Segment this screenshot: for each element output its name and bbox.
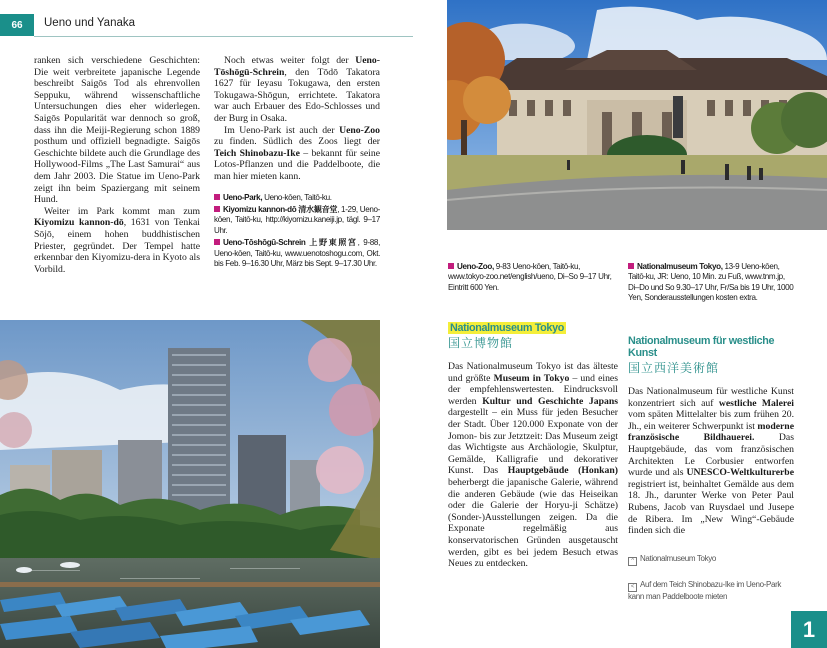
left-column-2	[214, 55, 380, 271]
caption-museum-photo: ^ Nationalmuseum Tokyo	[628, 554, 794, 566]
info-national-museum: Nationalmuseum Tokyo, 13-9 Ueno-kōen, Taitō-ku, JR: Ueno, 10 Min. zu Fuß, www.tnm.jp, Di–Do und So 9.30–17 Uhr, Fr/Sa bis 19 Uhr, 1000 Yen, Sonderausstellungen kosten extra.	[628, 262, 794, 303]
paragraph: Noch etwas weiter folgt der Ueno-Tōshōgū-Schrein, den Tōdō Takatora 1627 für Ieyasu Tokugawa, den ersten Tokugawa-Shōgun, errichtete. Takatora war auch Erbauer des Edo-Schlosses und der Burg in Osaka.	[214, 55, 380, 124]
info-entry: Ueno-Tōshōgū-Schrein 上野東照宮, 9-88, Ueno-kōen, Taitō-ku, www.uenotoshogu.com, Okt. bis Feb. 9–16.30 Uhr, März bis Sept. 9–17.30 Uhr.	[214, 238, 380, 268]
info-entry: Ueno-Park, Ueno-kōen, Taitō-ku.	[214, 193, 380, 203]
chapter-title: Ueno und Yanaka	[44, 17, 136, 29]
section-heading-jp: 国立博物館	[448, 336, 514, 350]
section-heading: Nationalmuseum für westliche Kunst	[628, 335, 775, 359]
chapter-tab: 1	[791, 611, 827, 648]
photo-shinobazu-pond	[0, 320, 380, 648]
bullet-square-icon	[214, 194, 220, 200]
section-text: Das Nationalmuseum Tokyo ist das älteste und größte Museum in Tokyo – und eines der empfehlenswertesten. Eindrucksvoll werden Kultur und Geschichte Japans dargestellt – ein Muss für jeden Besucher der Stadt. Über 120.000 Exponate von der Jomon- bis zur Jetztzeit: Das Museum zeigt das Wichtigste aus Archäologie, Skulptur, Gemälde, Kalligrafie und dekorativer Kunst. Das Hauptgebäude (Honkan) beherbergt die japanische Galerie, während die anderen Gebäude (wie das Heiseikan oder die Galerie der Horyu-ji Schätze) (Sonder-)Ausstellungen zeigen. Da die Exponate regelmäßig aus konservatorischen Gründen ausgetauscht werden, gibt es bei jedem Besuch etwas Neues zu entdecken.	[448, 361, 618, 570]
paragraph: ranken sich verschiedene Geschichten: Die weit verbreitete japanische Legende beschreibt Saigōs Tod als ehrenvollen Seppuku, während wissenschaftliche Untersuchungen dies eher widerlegen. Saigōs Popularität war dennoch so groß, dass ihn die Meiji-Regierung schon 1889 posthum und offiziell begnadigte. Saigōs Geschichte bildete auch die Grundlage des Hollywood-Films „The Last Samurai“ aus dem Jahr 2003. Die Statue im Ueno-Park zeigt ihn beim Spaziergang mit seinem Hund.	[34, 55, 200, 206]
paragraph: Im Ueno-Park ist auch der Ueno-Zoo zu finden. Südlich des Zoos liegt der Teich Shinobazu-Ike – bekannt für seine Lotos-Pflanzen und die Paddelboote, die man hier mieten kann.	[214, 124, 380, 182]
bullet-square-icon	[628, 263, 634, 269]
bullet-square-icon	[214, 239, 220, 245]
photo-national-museum	[447, 0, 827, 230]
section-heading-jp: 国立西洋美術館	[628, 361, 720, 375]
photo-reference-icon: ^	[628, 557, 637, 566]
section-text: Das Nationalmuseum für westliche Kunst konzentriert sich auf westliche Malerei vom späten Mittelalter bis zum frühen 20. Jh., ein weiterer Schwerpunkt ist moderne französische Bildhauerei. Das Hauptgebäude, das vom französischen Architekten Le Corbusier entworfen wurde und als UNESCO-Weltkulturerbe registriert ist, beinhaltet Gemälde aus dem 18. Jh., darunter Werke von Peter Paul Rubens, Jacob van Ruysdael und Jusepe de Ribera. Im „New Wing“-Gebäude finden sich die	[628, 386, 794, 537]
info-entry: Kiyomizu kannon-dō 清水観音堂, 1-29, Ueno-kōen, Taitō-ku, http://kiyomizu.kaneiji.jp, tägl. 9–17 Uhr.	[214, 204, 380, 235]
bullet-square-icon	[448, 263, 454, 269]
header-rule	[34, 36, 413, 37]
page-number: 66	[0, 14, 34, 36]
section-western-art-museum	[628, 335, 794, 537]
info-ueno-zoo: Ueno-Zoo, 9-83 Ueno-kōen, Taitō-ku, www.tokyo-zoo.net/english/ueno, Di–So 9–17 Uhr, Eintritt 600 Yen.	[448, 262, 612, 292]
photo-reference-icon: <	[628, 583, 637, 592]
section-national-museum	[448, 322, 618, 570]
left-column-1	[34, 55, 200, 275]
info-box-left	[214, 193, 380, 270]
bullet-square-icon	[214, 206, 220, 212]
paragraph: Weiter im Park kommt man zum Kiyomizu kannon-dō, 1631 von Tenkai Sōjō, einem hohen buddhistischen Priester, gegründet. Der Tempel hatte erkennbar den Kiyomizu-dera in Kyoto als Vorbild.	[34, 205, 200, 275]
section-heading: Nationalmuseum Tokyo	[450, 322, 564, 334]
caption-pond-photo: < Auf dem Teich Shinobazu-Ike im Ueno-Park kann man Paddelboote mieten	[628, 580, 782, 601]
